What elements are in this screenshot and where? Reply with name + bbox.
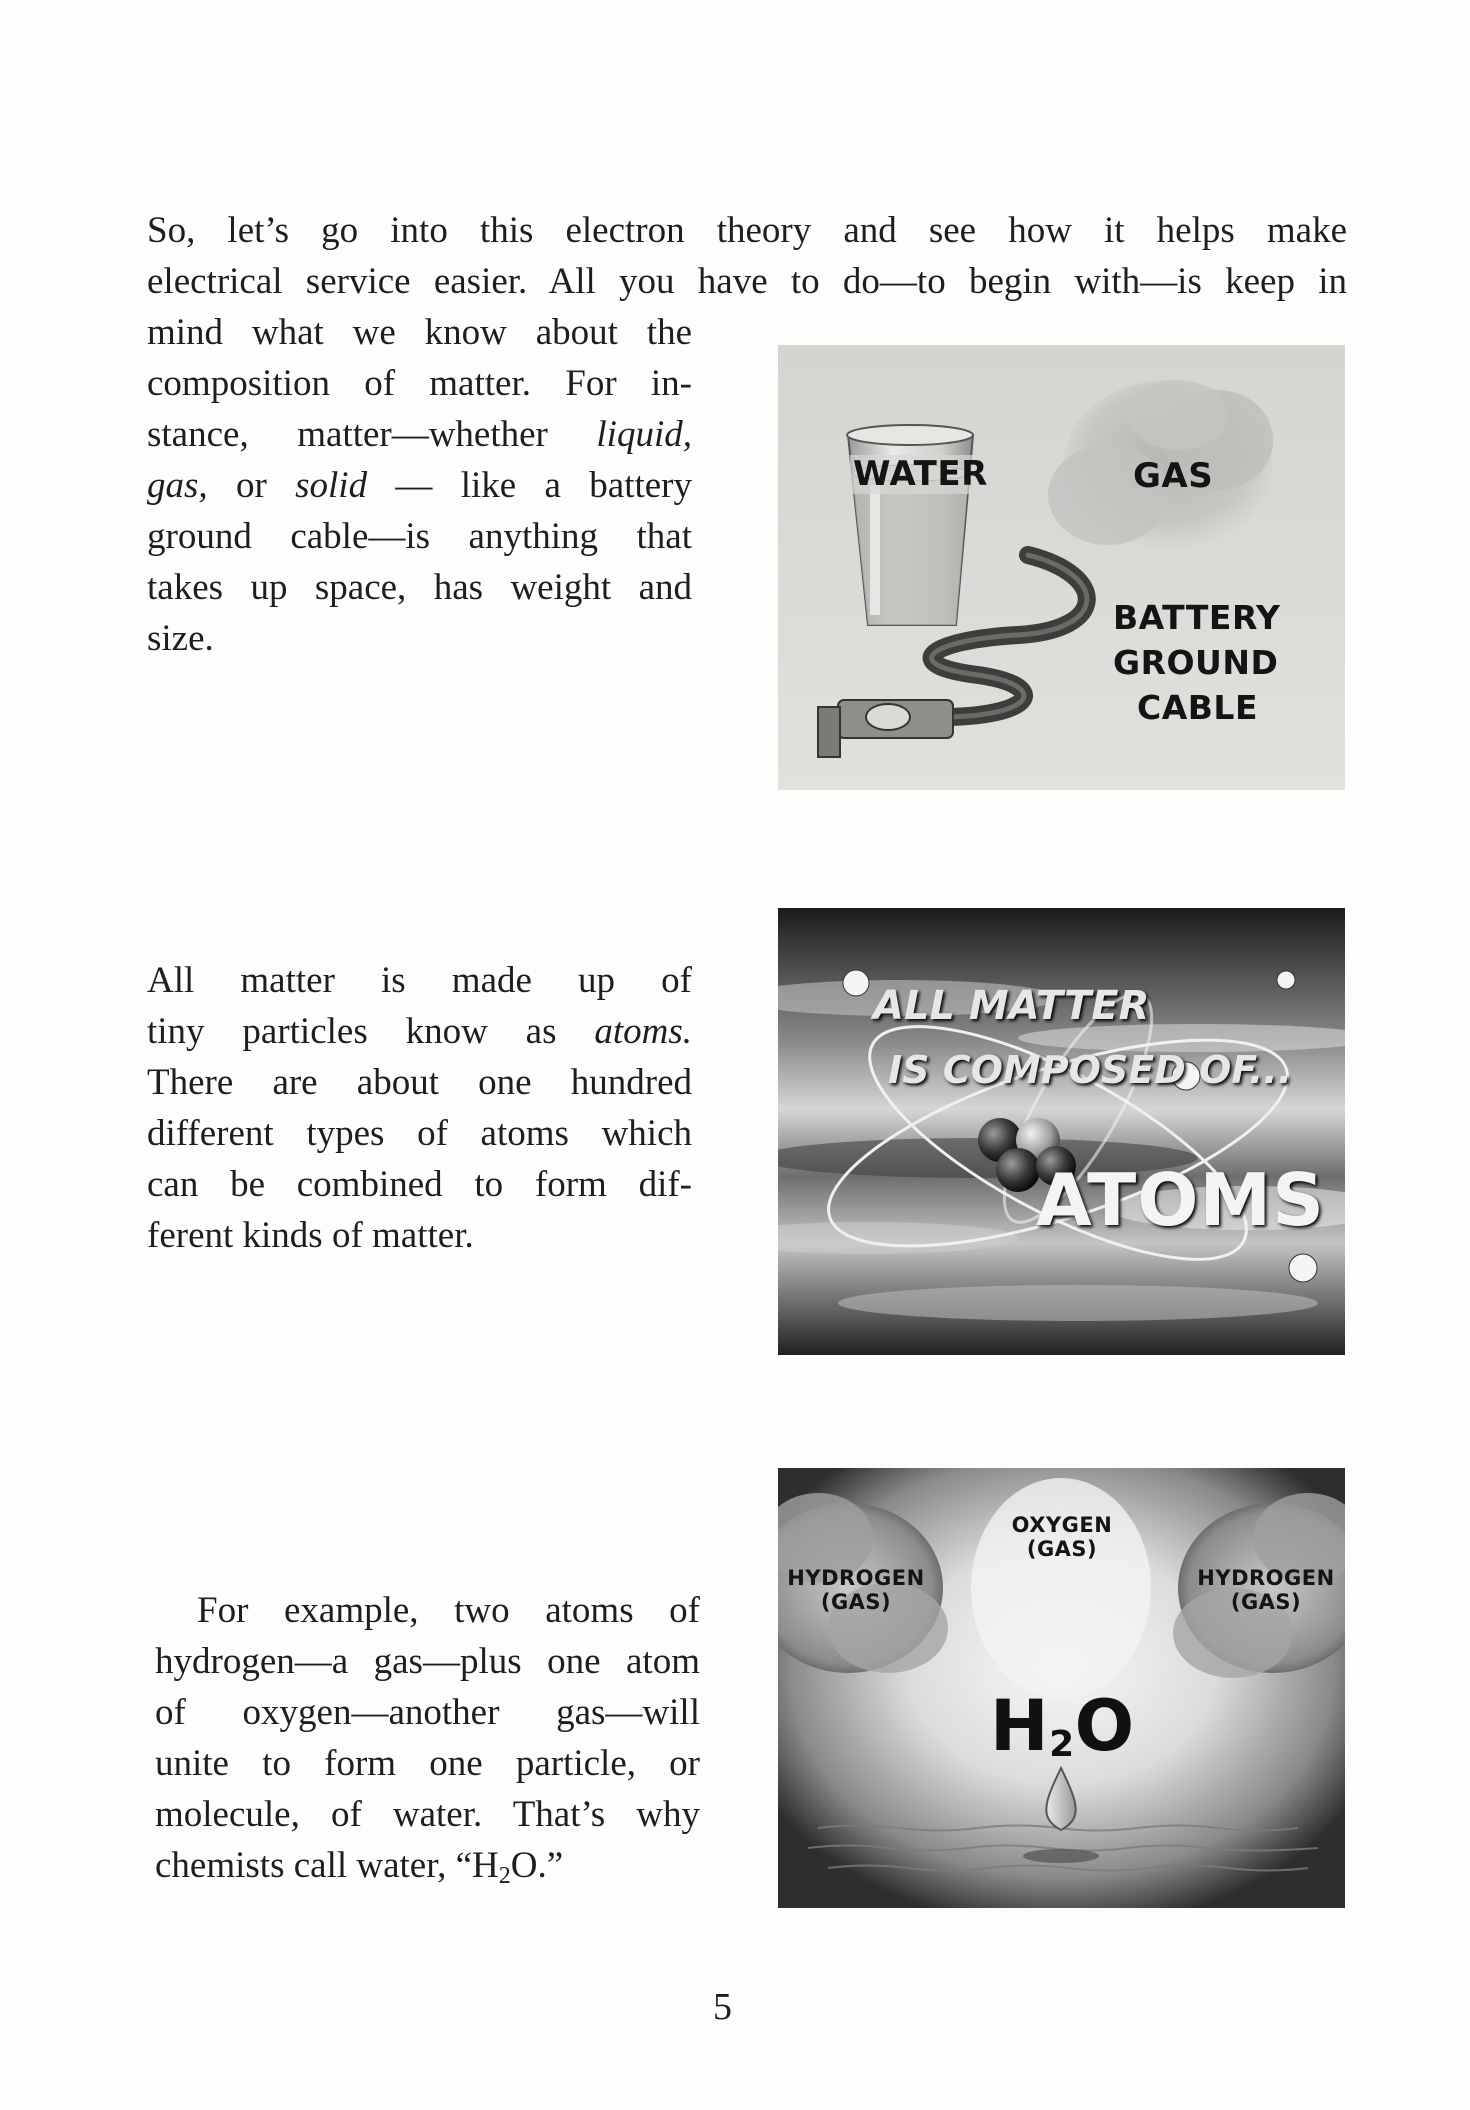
atoms-line: can be combined to form dif- bbox=[147, 1164, 692, 1205]
gas-label: GAS bbox=[1133, 456, 1214, 496]
h2o-formula: $H_2O$ bbox=[990, 1685, 1135, 1767]
matter-line: gas, or solid — like a battery bbox=[147, 465, 692, 506]
atoms-illustration bbox=[778, 908, 1345, 1355]
page-number: 5 bbox=[713, 1986, 732, 2028]
water-label: WATER bbox=[850, 455, 991, 494]
atoms-line: ferent kinds of matter. bbox=[147, 1215, 474, 1256]
water-line: chemists call water, “$H_2O$.” bbox=[155, 1845, 564, 1889]
matter-states-figure bbox=[778, 345, 1345, 790]
atoms-line: There are about one hundred bbox=[147, 1062, 692, 1103]
atoms-title: ATOMS bbox=[1036, 1158, 1325, 1242]
hydrogen-left-label: HYDROGEN (GAS) bbox=[787, 1566, 925, 1615]
water-line: hydrogen—a gas—plus one atom bbox=[155, 1641, 700, 1682]
water-paragraph bbox=[155, 1585, 700, 1902]
matter-line: ground cable—is anything that bbox=[147, 516, 692, 557]
atoms-caption-line2: IS COMPOSED OF... bbox=[888, 1048, 1293, 1092]
intro-paragraph bbox=[147, 205, 1347, 307]
atoms-line: All matter is made up of bbox=[147, 960, 692, 1001]
oxygen-cloud-icon bbox=[971, 1478, 1151, 1698]
intro-line-2: electrical service easier. All you have to do—to begin with—is keep in bbox=[147, 261, 1347, 302]
atoms-figure bbox=[778, 908, 1345, 1355]
atoms-line: different types of atoms which bbox=[147, 1113, 692, 1154]
matter-paragraph bbox=[147, 307, 692, 664]
water-line: For example, two atoms of bbox=[197, 1590, 700, 1631]
atoms-paragraph bbox=[147, 955, 692, 1261]
intro-line-1: So, let’s go into this electron theory and see how it helps make bbox=[147, 210, 1347, 251]
matter-line: stance, matter—whether liquid, bbox=[147, 414, 692, 455]
atoms-line: tiny particles know as atoms. bbox=[147, 1011, 692, 1052]
oxygen-label: OXYGEN (GAS) bbox=[1011, 1513, 1113, 1562]
h2o-figure bbox=[778, 1468, 1345, 1908]
hydrogen-right-label: HYDROGEN (GAS) bbox=[1197, 1566, 1335, 1615]
matter-line: size. bbox=[147, 618, 214, 659]
atoms-caption-line1: ALL MATTER bbox=[873, 983, 1150, 1029]
matter-line: composition of matter. For in- bbox=[147, 363, 692, 404]
matter-line: takes up space, has weight and bbox=[147, 567, 692, 608]
water-line: of oxygen—another gas—will bbox=[155, 1692, 700, 1733]
cable-label: BATTERY GROUND CABLE bbox=[1113, 598, 1281, 727]
water-line: molecule, of water. That’s why bbox=[155, 1794, 700, 1835]
matter-line: mind what we know about the bbox=[147, 312, 692, 353]
water-line: unite to form one particle, or bbox=[155, 1743, 700, 1784]
